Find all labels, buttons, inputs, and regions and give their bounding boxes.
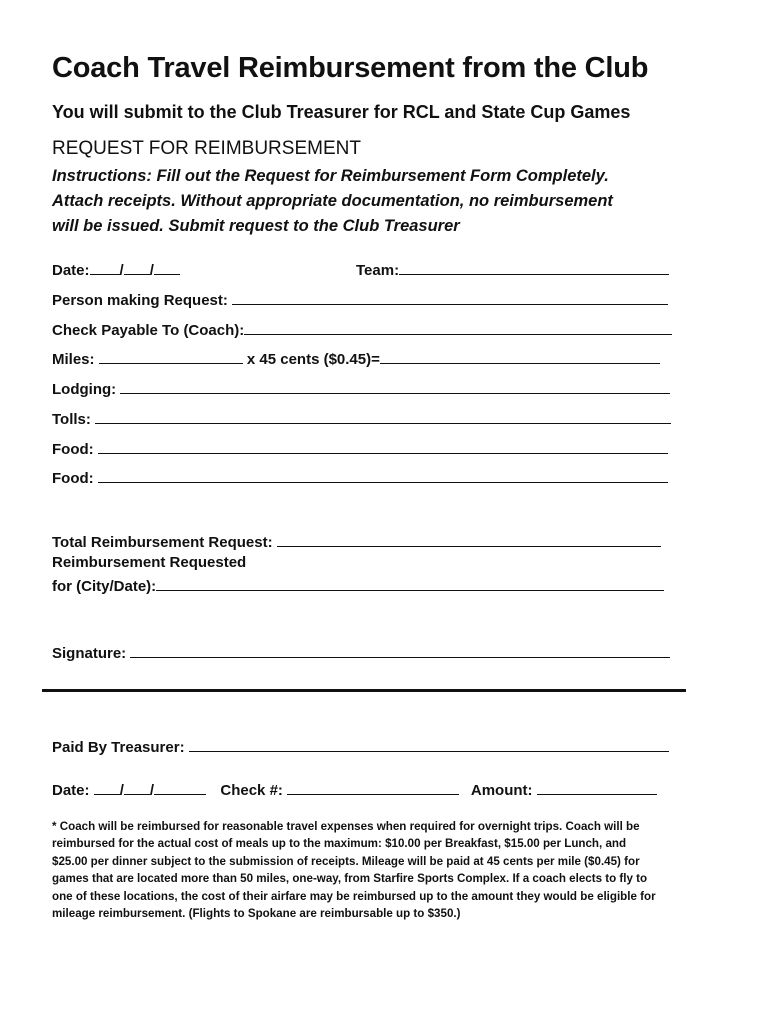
section-heading: REQUEST FOR REIMBURSEMENT	[52, 138, 361, 159]
paid-by-field[interactable]	[189, 736, 669, 752]
total-field[interactable]	[277, 531, 661, 547]
section-divider	[42, 689, 686, 692]
date-month-field[interactable]	[90, 259, 120, 275]
miles-field[interactable]	[99, 348, 243, 364]
date-year-field[interactable]	[154, 259, 180, 275]
treasurer-date-day-field[interactable]	[124, 779, 150, 795]
instructions-line: will be issued. Submit request to the Club Treasurer	[52, 217, 460, 235]
instructions-line: Instructions: Fill out the Request for Reimbursement Form Completely.	[52, 167, 609, 185]
lodging-field[interactable]	[120, 378, 670, 394]
amount-field[interactable]	[537, 779, 657, 795]
signature-label: Signature:	[52, 645, 127, 662]
total-row	[52, 531, 661, 551]
requested-row	[52, 553, 246, 573]
lodging-row	[52, 378, 670, 398]
paid-by-row	[52, 736, 669, 756]
treasurer-date-label: Date:	[52, 782, 90, 799]
date-separator: /	[149, 782, 155, 799]
footnote-line: mileage reimbursement. (Flights to Spokane are reimbursable up to $350.)	[52, 907, 461, 921]
date-separator: /	[119, 782, 124, 799]
team-label: Team:	[356, 262, 400, 279]
person-label: Person making Request:	[52, 292, 228, 309]
city-date-field[interactable]	[156, 575, 664, 591]
payable-label: Check Payable To (Coach):	[52, 322, 245, 339]
payable-row	[52, 319, 672, 339]
food-row	[52, 438, 668, 458]
date-label: Date:	[52, 262, 90, 279]
check-number-label: Check #:	[220, 782, 283, 799]
person-row	[52, 289, 668, 309]
lodging-label: Lodging:	[52, 381, 117, 398]
total-label: Total Reimbursement Request:	[52, 534, 273, 551]
treasurer-date-month-field[interactable]	[94, 779, 120, 795]
team-row	[356, 259, 669, 279]
footnote	[52, 818, 702, 922]
payable-field[interactable]	[244, 319, 672, 335]
check-number-field[interactable]	[287, 779, 459, 795]
miles-rate: x 45 cents ($0.45)=	[246, 351, 380, 368]
instructions-line: Attach receipts. Without appropriate documentation, no reimbursement	[52, 192, 613, 210]
form-title: Coach Travel Reimbursement from the Club	[52, 52, 649, 84]
miles-row	[52, 348, 660, 368]
signature-row	[52, 642, 670, 662]
date-separator: /	[119, 262, 124, 279]
signature-field[interactable]	[130, 642, 670, 658]
requested-label: Reimbursement Requested	[52, 554, 247, 571]
food-field[interactable]	[98, 438, 668, 454]
date-day-field[interactable]	[124, 259, 150, 275]
form-subtitle: You will submit to the Club Treasurer for RCL and State Cup Games	[52, 102, 631, 122]
city-date-label: for (City/Date):	[52, 578, 157, 595]
date-team-row	[52, 259, 180, 279]
miles-label: Miles:	[52, 351, 95, 368]
instructions	[52, 164, 672, 239]
tolls-label: Tolls:	[52, 411, 91, 428]
food-label: Food:	[52, 470, 94, 487]
team-field[interactable]	[399, 259, 669, 275]
footnote-line: games that are located more than 50 miles, one-way, from Starfire Sports Complex. If a coach elects to fly to	[52, 872, 648, 886]
food-label: Food:	[52, 441, 94, 458]
footnote-line: reimbursed for the actual cost of meals up to the maximum: $10.00 per Breakfast, $15.00 per Lunch, and	[52, 837, 627, 851]
treasurer-date-row	[52, 779, 657, 799]
tolls-field[interactable]	[95, 408, 671, 424]
paid-by-label: Paid By Treasurer:	[52, 739, 185, 756]
amount-label: Amount:	[470, 782, 533, 799]
footnote-line: one of these locations, the cost of their airfare may be reimbursed up to the amount they would be eligible for	[52, 889, 656, 903]
footnote-line: * Coach will be reimbursed for reasonable travel expenses when required for overnight trips. Coach will be	[52, 820, 640, 833]
date-separator: /	[149, 262, 154, 279]
tolls-row	[52, 408, 671, 428]
treasurer-date-year-field[interactable]	[154, 779, 206, 795]
city-date-row	[52, 575, 664, 595]
food-row	[52, 467, 668, 487]
person-field[interactable]	[232, 289, 668, 305]
food-field[interactable]	[98, 467, 668, 483]
footnote-line: $25.00 per dinner subject to the submission of receipts. Mileage will be paid at 45 cents per mile ($0.45) for	[52, 854, 640, 868]
miles-total-field[interactable]	[380, 348, 660, 364]
